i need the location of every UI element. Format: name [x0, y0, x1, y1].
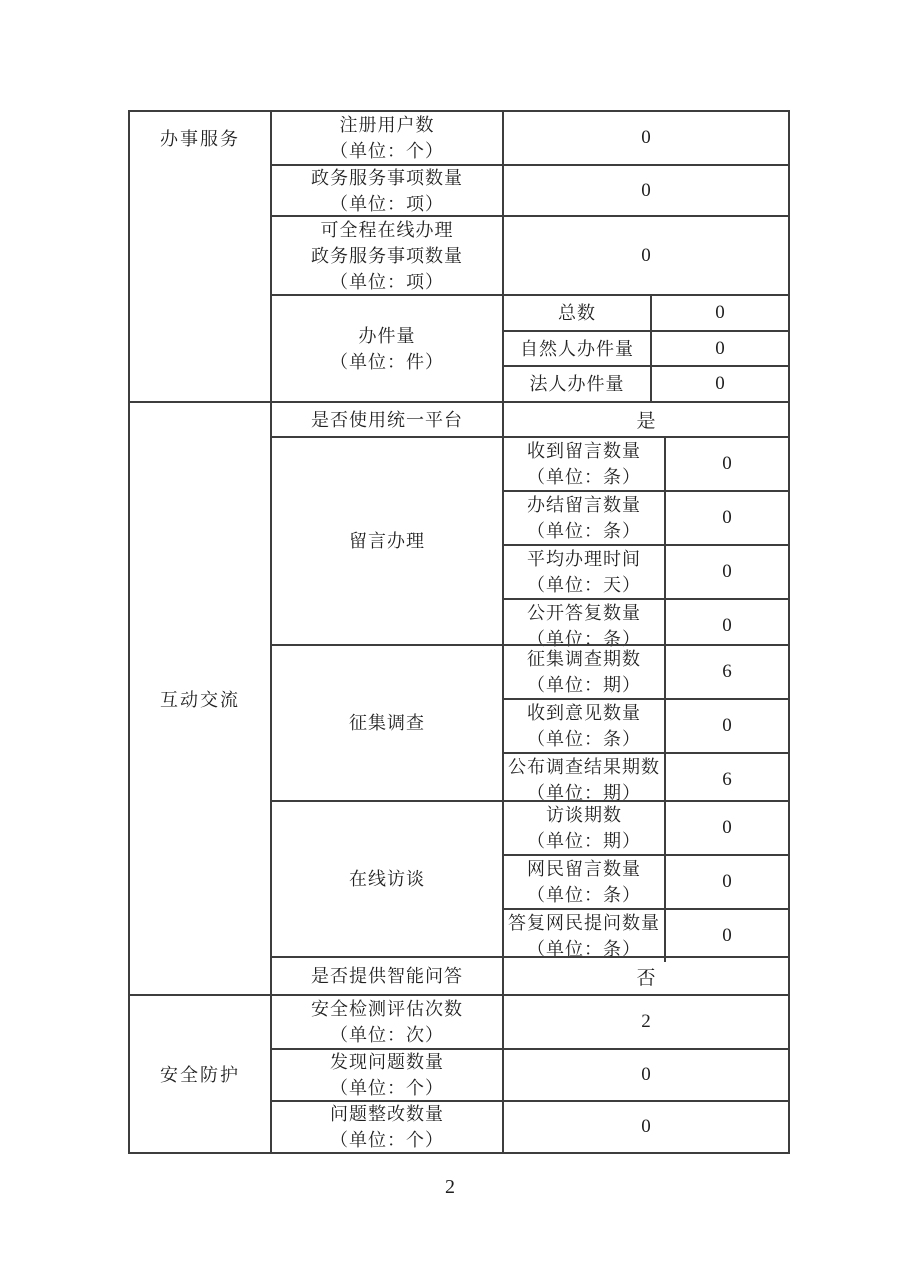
row-value: 0 [641, 244, 651, 266]
table-subrow [504, 438, 788, 490]
row-value: 0 [641, 1064, 651, 1085]
table-row [272, 164, 788, 215]
table-subrow [504, 490, 788, 544]
group-label: 办件量 [358, 325, 416, 346]
subrow-unit: （单位：条） [527, 939, 641, 959]
subrow-value: 0 [715, 373, 725, 395]
table-row [272, 996, 788, 1048]
group-subrows [504, 296, 788, 401]
subrow-unit: （单位：天） [527, 575, 641, 595]
row-label-cell [272, 1102, 504, 1152]
table-row [272, 956, 788, 994]
subrow-label: 法人办件量 [504, 367, 652, 401]
section-security [130, 994, 788, 1152]
row-value: 0 [641, 127, 651, 148]
group-subrows [504, 802, 788, 959]
row-label: 可全程在线办理 [320, 219, 454, 240]
table-subrow [504, 908, 788, 962]
subrow-label-cell [504, 802, 666, 854]
subrow-label: 收到留言数量 [527, 441, 641, 461]
section-category: 互动交流 [130, 403, 272, 994]
row-unit: （单位：项） [330, 271, 444, 292]
row-label-cell [272, 217, 504, 294]
row-label-cell [272, 166, 504, 215]
subrow-value: 0 [715, 301, 725, 323]
subrow-unit: （单位：期） [527, 675, 641, 695]
subrow-value: 0 [722, 715, 732, 736]
group-subrows [504, 438, 788, 649]
subrow-label: 公开答复数量 [527, 603, 641, 623]
subrow-value: 6 [722, 661, 732, 682]
subrow-label-cell [504, 856, 666, 908]
table-group-row [272, 294, 788, 401]
subrow-value: 0 [722, 453, 732, 474]
subrow-value: 0 [722, 925, 732, 946]
group-label: 在线访谈 [349, 869, 425, 889]
row-label: 注册用户数 [339, 115, 435, 135]
subrow-value: 0 [722, 817, 732, 838]
subrow-label: 自然人办件量 [504, 332, 652, 366]
subrow-label: 总数 [504, 296, 652, 330]
subrow-label-cell [504, 700, 666, 752]
statistics-table [128, 110, 790, 1154]
row-label-cell [272, 1050, 504, 1100]
table-subrow [504, 802, 788, 854]
row-value: 0 [641, 179, 651, 201]
row-label: 发现问题数量 [330, 1052, 444, 1072]
subrow-value: 6 [722, 769, 732, 790]
row-label-cell [272, 958, 504, 994]
section-services [130, 112, 788, 401]
subrow-label-cell [504, 910, 666, 962]
subrow-value: 0 [722, 615, 732, 636]
subrow-label: 网民留言数量 [527, 859, 641, 879]
group-label-cell [272, 802, 504, 956]
table-subrow [504, 854, 788, 908]
subrow-unit: （单位：期） [527, 831, 641, 851]
row-value: 0 [641, 1116, 651, 1137]
row-value: 是 [636, 411, 656, 432]
table-group-row [272, 644, 788, 803]
table-subrow [504, 646, 788, 698]
row-unit: （单位：个） [330, 141, 444, 161]
subrow-label-cell [504, 492, 666, 544]
table-group-row [272, 436, 788, 649]
table-row [272, 112, 788, 164]
table-subrow [504, 698, 788, 752]
group-label-cell [272, 296, 504, 401]
subrow-unit: （单位：期） [527, 783, 641, 803]
row-unit: （单位：个） [330, 1130, 444, 1150]
subrow-label: 访谈期数 [546, 805, 622, 825]
table-row [272, 1100, 788, 1152]
row-label: 政务服务事项数量 [311, 167, 463, 188]
subrow-unit: （单位：条） [527, 885, 641, 905]
row-label: 是否提供智能问答 [311, 966, 463, 986]
table-row [272, 1048, 788, 1100]
subrow-label-cell [504, 546, 666, 598]
row-value: 否 [636, 967, 656, 989]
row-label-cell [272, 996, 504, 1048]
section-interaction [130, 401, 788, 994]
subrow-label: 收到意见数量 [527, 703, 641, 723]
page-number: 2 [445, 1176, 455, 1198]
subrow-unit: （单位：条） [527, 521, 641, 541]
table-group-row [272, 800, 788, 959]
subrow-unit: （单位：条） [527, 729, 641, 749]
subrow-unit: （单位：条） [527, 467, 641, 487]
row-unit: （单位：个） [330, 1078, 444, 1098]
row-unit: （单位：次） [330, 1025, 444, 1045]
subrow-label: 平均办理时间 [527, 549, 641, 569]
section-category: 办事服务 [130, 112, 272, 401]
group-label: 征集调查 [349, 713, 425, 733]
table-subrow [504, 752, 788, 806]
row-label: 问题整改数量 [330, 1104, 444, 1124]
section-body [272, 996, 788, 1152]
group-label-cell [272, 646, 504, 800]
table-subrow [504, 365, 788, 401]
row-label-cell [272, 403, 504, 436]
subrow-value: 0 [722, 507, 732, 528]
row-unit: （单位：项） [330, 193, 444, 214]
subrow-value: 0 [722, 561, 732, 582]
table-subrow [504, 544, 788, 598]
row-label-line2: 政务服务事项数量 [311, 245, 463, 266]
subrow-label: 答复网民提问数量 [508, 913, 660, 933]
group-subrows [504, 646, 788, 803]
subrow-value: 0 [715, 337, 725, 359]
subrow-unit: （单位：条） [527, 629, 641, 649]
subrow-label: 公布调查结果期数 [508, 757, 660, 777]
table-subrow [504, 296, 788, 330]
subrow-label-cell [504, 438, 666, 490]
row-label: 是否使用统一平台 [311, 409, 463, 430]
subrow-value: 0 [722, 871, 732, 892]
group-label-cell [272, 438, 504, 644]
table-subrow [504, 330, 788, 366]
section-category: 安全防护 [130, 996, 272, 1152]
group-label: 留言办理 [349, 531, 425, 551]
subrow-label-cell [504, 754, 666, 806]
subrow-label: 征集调查期数 [527, 649, 641, 669]
table-row [272, 215, 788, 294]
row-label: 安全检测评估次数 [311, 999, 463, 1019]
row-label-cell [272, 112, 504, 164]
group-unit: （单位：件） [330, 351, 444, 372]
table-row [272, 403, 788, 436]
row-value: 2 [641, 1011, 651, 1032]
section-body [272, 112, 788, 401]
subrow-label: 办结留言数量 [527, 495, 641, 515]
section-body [272, 403, 788, 994]
subrow-label-cell [504, 646, 666, 698]
